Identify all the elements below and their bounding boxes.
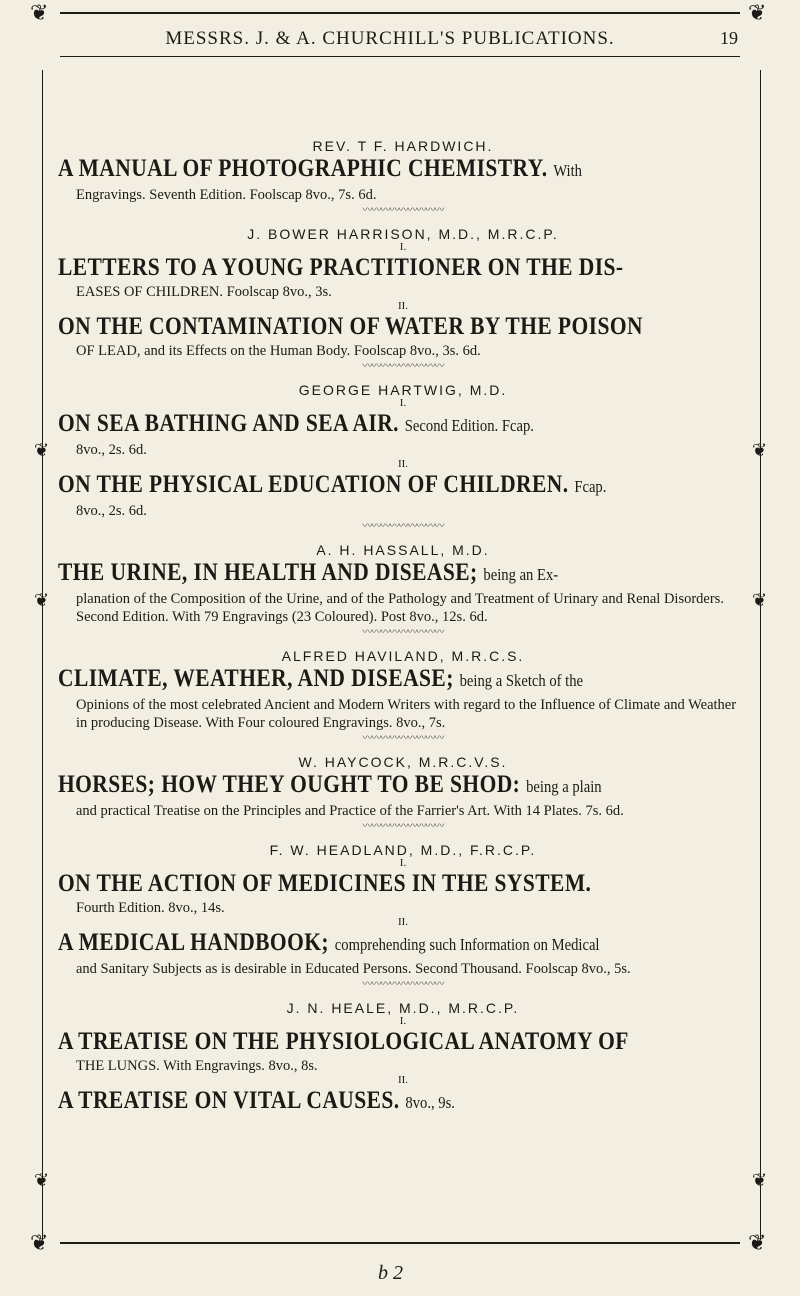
section-divider-ornament: 〰〰〰〰〰〰〰〰〰 xyxy=(362,979,444,990)
work-title-tail: With xyxy=(553,161,582,180)
work-title: THE URINE, IN HEALTH AND DISEASE; xyxy=(58,559,478,586)
work-title-line xyxy=(58,253,651,283)
work-title: ON SEA BATHING AND SEA AIR. xyxy=(58,410,399,437)
work-numeral: I. xyxy=(399,1015,407,1027)
work-details: Fourth Edition. 8vo., 14s. xyxy=(76,900,225,916)
work-details: THE LUNGS. With Engravings. 8vo., 8s. xyxy=(76,1058,318,1074)
work-title-line xyxy=(58,409,651,441)
section-divider-ornament: 〰〰〰〰〰〰〰〰〰 xyxy=(362,521,444,532)
work-details: OF LEAD, and its Effects on the Human Body. Foolscap 8vo., 3s. 6d. xyxy=(76,343,481,359)
author-name: J. BOWER HARRISON, M.D., M.R.C.P. xyxy=(247,226,559,242)
author-section xyxy=(58,648,748,744)
page-number: 19 xyxy=(720,28,738,48)
work-title: A TREATISE ON THE PHYSIOLOGICAL ANATOMY OF xyxy=(58,1028,629,1055)
author-name: F. W. HEADLAND, M.D., F.R.C.P. xyxy=(269,842,537,858)
work-title-line xyxy=(58,470,651,502)
work-title: ON THE ACTION OF MEDICINES IN THE SYSTEM. xyxy=(58,870,592,897)
work-title-tail: comprehending such Information on Medical xyxy=(334,935,600,954)
work-title-line xyxy=(58,770,651,802)
header-underline-rule xyxy=(60,56,740,57)
right-border-rule xyxy=(760,70,761,1240)
work-details: 8vo., 2s. 6d. xyxy=(76,503,147,519)
work-numeral: I. xyxy=(399,241,407,253)
work-details: EASES OF CHILDREN. Foolscap 8vo., 3s. xyxy=(76,284,332,300)
author-name: A. H. HASSALL, M.D. xyxy=(316,542,490,558)
corner-ornament-icon: ❦ xyxy=(748,0,767,25)
work-details: planation of the Composition of the Urine, and of the Pathology and Treatment of Urinary and Renal Disorders. Second Edition. With 79 Engravings (23 Coloured). Post 8vo., 12s. 6d. xyxy=(76,591,724,625)
work-details: Engravings. Seventh Edition. Foolscap 8vo., 7s. 6d. xyxy=(76,187,377,203)
work-title: CLIMATE, WEATHER, AND DISEASE; xyxy=(58,665,454,692)
author-section xyxy=(58,542,748,638)
side-ornament-icon: ❦ xyxy=(34,440,50,460)
author-section xyxy=(58,754,748,832)
work-title: ON THE CONTAMINATION OF WATER BY THE POISON xyxy=(58,313,643,340)
work-title-tail: being an Ex- xyxy=(483,565,559,584)
corner-ornament-icon: ❦ xyxy=(30,1230,49,1255)
work-title-line xyxy=(58,928,651,960)
catalogue-list xyxy=(58,138,748,1128)
work-title-tail: being a plain xyxy=(526,777,602,796)
work-title-tail: Second Edition. Fcap. xyxy=(404,416,534,435)
work-title-tail: Fcap. xyxy=(574,477,607,496)
running-header: MESSRS. J. & A. CHURCHILL'S PUBLICATIONS. xyxy=(165,28,615,49)
work-title-line xyxy=(58,1086,651,1118)
work-details: 8vo., 2s. 6d. xyxy=(76,442,147,458)
work-title-line xyxy=(58,1027,651,1057)
left-border-rule xyxy=(42,70,43,1240)
author-name: W. HAYCOCK, M.R.C.V.S. xyxy=(298,754,508,770)
section-divider-ornament: 〰〰〰〰〰〰〰〰〰 xyxy=(362,627,444,638)
work-numeral: II. xyxy=(397,916,409,928)
work-title-line xyxy=(58,664,651,696)
work-title-tail: being a Sketch of the xyxy=(459,671,584,690)
work-details: Opinions of the most celebrated Ancient and Modern Writers with regard to the Influence of Climate and Weather in producing Disease. With Four coloured Engravings. 8vo., 7s. xyxy=(76,697,737,731)
work-title-line xyxy=(58,869,651,899)
work-details: and practical Treatise on the Principles and Practice of the Farrier's Art. With 14 Plates. 7s. 6d. xyxy=(76,803,624,819)
author-name: J. N. HEALE, M.D., M.R.C.P. xyxy=(286,1000,520,1016)
author-name: GEORGE HARTWIG, M.D. xyxy=(298,382,508,398)
work-numeral: I. xyxy=(399,857,407,869)
work-numeral: II. xyxy=(397,1074,409,1086)
work-title-tail: 8vo., 9s. xyxy=(405,1093,455,1112)
work-title-line xyxy=(58,558,651,590)
corner-ornament-icon: ❦ xyxy=(30,0,49,25)
corner-ornament-icon: ❦ xyxy=(748,1230,767,1255)
author-section xyxy=(58,1000,748,1118)
author-section xyxy=(58,382,748,532)
work-title-line xyxy=(58,154,651,186)
work-numeral: II. xyxy=(397,300,409,312)
section-divider-ornament: 〰〰〰〰〰〰〰〰〰 xyxy=(362,733,444,744)
work-title-line xyxy=(58,312,651,342)
work-title: LETTERS TO A YOUNG PRACTITIONER ON THE DIS- xyxy=(58,254,624,281)
work-numeral: II. xyxy=(397,458,409,470)
side-ornament-icon: ❦ xyxy=(34,1170,50,1190)
signature-mark: b 2 xyxy=(378,1262,403,1284)
work-title: ON THE PHYSICAL EDUCATION OF CHILDREN. xyxy=(58,471,569,498)
section-divider-ornament: 〰〰〰〰〰〰〰〰〰 xyxy=(362,361,444,372)
work-title: HORSES; HOW THEY OUGHT TO BE SHOD: xyxy=(58,771,521,798)
section-divider-ornament: 〰〰〰〰〰〰〰〰〰 xyxy=(362,205,444,216)
author-name: REV. T F. HARDWICH. xyxy=(312,138,494,154)
author-name: ALFRED HAVILAND, M.R.C.S. xyxy=(281,648,525,664)
side-ornament-icon: ❦ xyxy=(752,590,768,610)
work-title: A MANUAL OF PHOTOGRAPHIC CHEMISTRY. xyxy=(58,155,548,182)
work-title: A MEDICAL HANDBOOK; xyxy=(58,929,329,956)
side-ornament-icon: ❦ xyxy=(752,440,768,460)
section-divider-ornament: 〰〰〰〰〰〰〰〰〰 xyxy=(362,821,444,832)
author-section xyxy=(58,138,748,216)
work-title: A TREATISE ON VITAL CAUSES. xyxy=(58,1087,400,1114)
author-section xyxy=(58,842,748,990)
author-section xyxy=(58,226,748,372)
bottom-border-rule xyxy=(60,1242,740,1244)
side-ornament-icon: ❦ xyxy=(752,1170,768,1190)
work-numeral: I. xyxy=(399,397,407,409)
work-details: and Sanitary Subjects as is desirable in Educated Persons. Second Thousand. Foolscap 8vo., 5s. xyxy=(76,961,631,977)
top-border-rule xyxy=(60,12,740,14)
side-ornament-icon: ❦ xyxy=(34,590,50,610)
